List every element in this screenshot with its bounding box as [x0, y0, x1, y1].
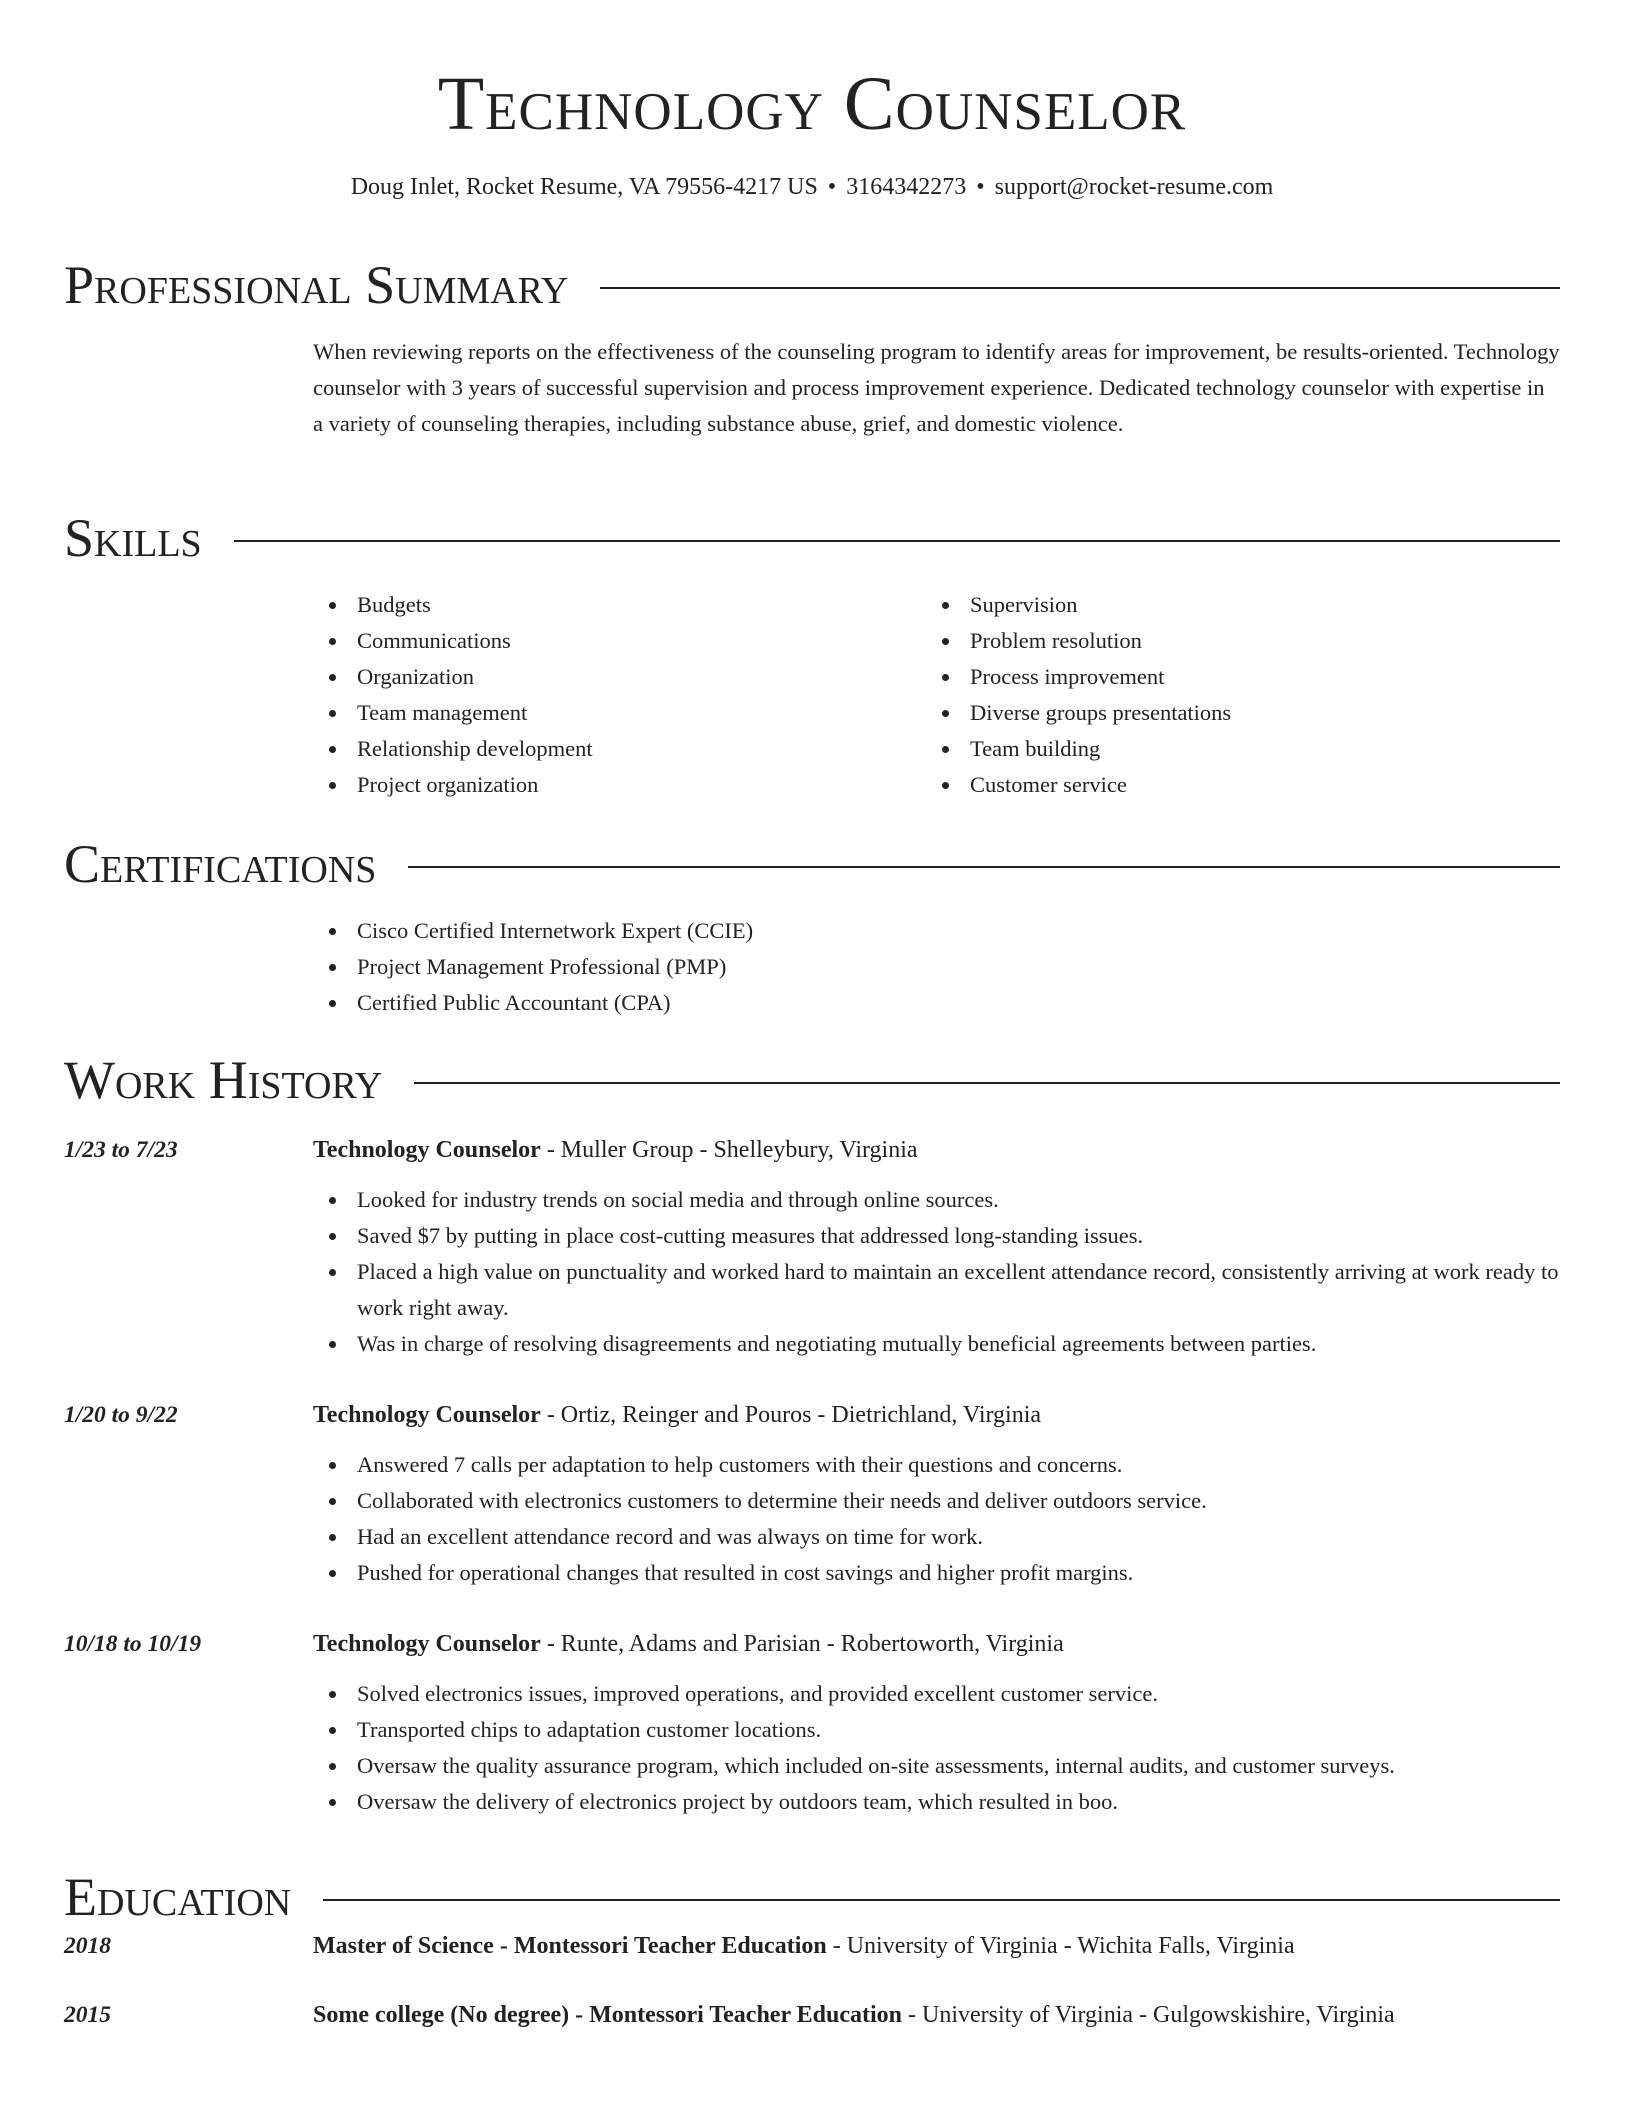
job-details: - Runte, Adams and Parisian - Robertoworth, Virginia: [540, 1631, 1064, 1657]
skill-item-list: [313, 587, 913, 803]
job-bullet-list: [313, 1676, 1560, 1820]
skills-title: Skills: [64, 508, 202, 568]
work-title: Work History: [64, 1050, 383, 1110]
job-role: Technology Counselor: [313, 1631, 541, 1657]
job-details: - Muller Group - Shelleybury, Virginia: [540, 1137, 918, 1163]
job-dates: 1/20 to 9/22: [64, 1402, 178, 1428]
skill-item: Team building: [926, 731, 1526, 767]
certification-item: Project Management Professional (PMP): [313, 949, 1560, 985]
education-title: Education: [64, 1867, 292, 1927]
job-bullet: Had an excellent attendance record and was always on time for work.: [313, 1519, 1560, 1555]
work-heading: [64, 1050, 1560, 1110]
skill-item: Communications: [313, 623, 913, 659]
section-divider: [600, 287, 1560, 289]
skill-item: Supervision: [926, 587, 1526, 623]
job-details: - Ortiz, Reinger and Pouros - Dietrichland, Virginia: [540, 1402, 1042, 1428]
education-degree: Master of Science - Montessori Teacher Education: [313, 1933, 827, 1959]
certifications-title: Certifications: [64, 834, 377, 894]
contact-phone: 3164342273: [846, 174, 967, 200]
certification-item-list: [313, 913, 1560, 1021]
skill-item: Project organization: [313, 767, 913, 803]
job-bullet: Saved $7 by putting in place cost-cutting measures that addressed long-standing issues.: [313, 1218, 1560, 1254]
job-role: Technology Counselor: [313, 1402, 541, 1428]
contact-email: support@rocket-resume.com: [994, 174, 1274, 200]
certification-item: Cisco Certified Internetwork Expert (CCIE): [313, 913, 1560, 949]
contact-separator: •: [976, 174, 985, 200]
section-divider: [323, 1899, 1560, 1901]
section-divider: [408, 866, 1560, 868]
job-bullet: Was in charge of resolving disagreements and negotiating mutually beneficial agreements between parties.: [313, 1326, 1560, 1362]
summary-heading: [64, 255, 1560, 315]
education-degree: Some college (No degree) - Montessori Teacher Education: [313, 2002, 903, 2028]
contact-separator: •: [827, 174, 837, 200]
job-title-line: [313, 1626, 1560, 1662]
skill-item-list: [926, 587, 1526, 803]
certification-item: Certified Public Accountant (CPA): [313, 985, 1560, 1021]
resume-page: [64, 0, 1560, 2028]
skills-list-right: [926, 587, 1526, 803]
summary-text: When reviewing reports on the effectiveness of the counseling program to identify areas for improvement, be results-oriented. Technology counselor with 3 years of successful supervision and process improvement experience. Dedicated technology counselor with expertise in a variety of counseling therapies, including substance abuse, grief, and domestic violence.: [313, 339, 1560, 436]
job-title-line: [313, 1132, 1560, 1168]
certifications-list: [313, 913, 1560, 1021]
section-divider: [234, 540, 1560, 542]
job-bullets: [313, 1447, 1560, 1591]
skill-item: Relationship development: [313, 731, 913, 767]
skills-heading: [64, 508, 1560, 568]
job-bullet: Looked for industry trends on social media and through online sources.: [313, 1182, 1560, 1218]
skill-item: Organization: [313, 659, 913, 695]
contact-line: [64, 172, 1560, 202]
summary-title: Professional Summary: [64, 255, 569, 315]
job-dates: 1/23 to 7/23: [64, 1137, 178, 1163]
job-role: Technology Counselor: [313, 1137, 541, 1163]
resume-name: Technology Counselor: [437, 62, 1187, 146]
education-year: 2018: [64, 1933, 111, 1959]
contact-address: Doug Inlet, Rocket Resume, VA 79556-4217 US: [350, 174, 818, 200]
skill-item: Customer service: [926, 767, 1526, 803]
job-title-line: [313, 1397, 1560, 1433]
education-details: - University of Virginia - Wichita Falls, Virginia: [826, 1933, 1295, 1959]
job-bullet: Placed a high value on punctuality and worked hard to maintain an excellent attendance record, consistently arriving at work ready to work right away.: [313, 1254, 1560, 1326]
job-bullet: Oversaw the delivery of electronics project by outdoors team, which resulted in boo.: [313, 1784, 1560, 1820]
job-bullet: Pushed for operational changes that resulted in cost savings and higher profit margins.: [313, 1555, 1560, 1591]
job-bullet-list: [313, 1447, 1560, 1591]
education-heading: [64, 1867, 1560, 1927]
education-year: 2015: [64, 2002, 111, 2028]
job-bullet: Transported chips to adaptation customer locations.: [313, 1712, 1560, 1748]
job-bullet: Solved electronics issues, improved operations, and provided excellent customer service.: [313, 1676, 1560, 1712]
skill-item: Problem resolution: [926, 623, 1526, 659]
section-divider: [414, 1082, 1560, 1084]
skill-item: Budgets: [313, 587, 913, 623]
skill-item: Process improvement: [926, 659, 1526, 695]
education-line: [313, 1928, 1560, 1964]
skill-item: Team management: [313, 695, 913, 731]
job-bullet: Oversaw the quality assurance program, which included on-site assessments, internal audits, and customer surveys.: [313, 1748, 1560, 1784]
certifications-heading: [64, 834, 1560, 894]
skill-item: Diverse groups presentations: [926, 695, 1526, 731]
job-bullet: Collaborated with electronics customers to determine their needs and deliver outdoors service.: [313, 1483, 1560, 1519]
job-bullet: Answered 7 calls per adaptation to help customers with their questions and concerns.: [313, 1447, 1560, 1483]
job-dates: 10/18 to 10/19: [64, 1631, 202, 1657]
job-bullets: [313, 1182, 1560, 1362]
job-bullets: [313, 1676, 1560, 1820]
education-line: [313, 1997, 1560, 2033]
job-bullet-list: [313, 1182, 1560, 1362]
skills-list-left: [313, 587, 913, 803]
education-details: - University of Virginia - Gulgowskishire, Virginia: [902, 2002, 1395, 2028]
